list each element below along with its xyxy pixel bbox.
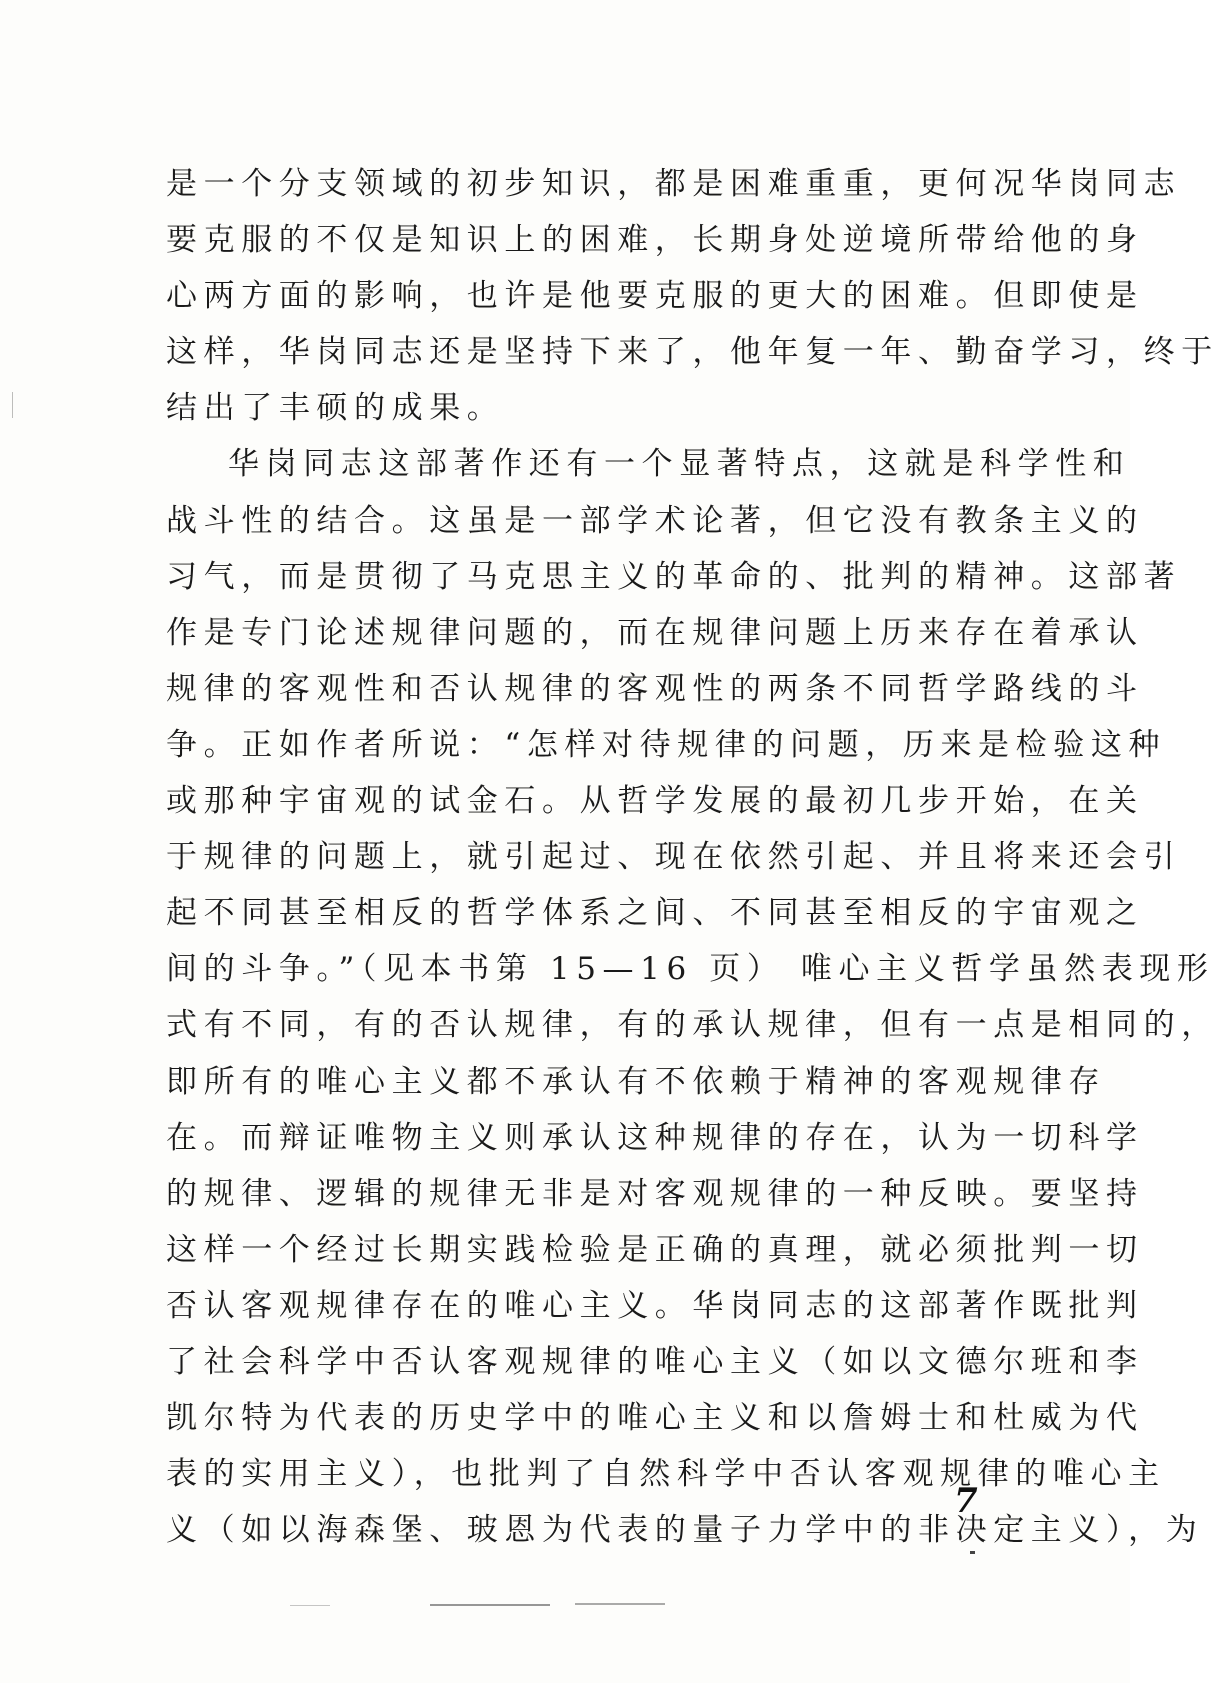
text-line: 间的斗争。”（见本书第 15—16 页） 唯心主义哲学虽然表现形 <box>166 951 1215 988</box>
text-line: 在。而辩证唯物主义则承认这种规律的存在，认为一切科学 <box>166 1119 1144 1156</box>
scan-smudge <box>290 1605 330 1606</box>
text-line: 这样，华岗同志还是坚持下来了，他年复一年、勤奋学习，终于 <box>166 334 1219 371</box>
text-line: 规律的客观性和否认规律的客观性的两条不同哲学路线的斗 <box>166 670 1144 707</box>
text-line: 是一个分支领域的初步知识，都是困难重重，更何况华岗同志 <box>166 166 1182 202</box>
text-line: 争。正如作者所说：“怎样对待规律的问题，历来是检验这种 <box>166 726 1167 763</box>
scan-smudge <box>575 1603 665 1605</box>
text-line: 否认客观规律存在的唯心主义。华岗同志的这部著作既批判 <box>166 1287 1144 1324</box>
text-line: 结出了丰硕的成果。 <box>166 390 505 427</box>
text-line: 凯尔特为代表的历史学中的唯心主义和以詹姆士和杜威为代 <box>166 1400 1144 1437</box>
scan-edge-mark <box>12 392 13 418</box>
text-line: 于规律的问题上，就引起过、现在依然引起、并且将来还会引 <box>166 839 1182 876</box>
text-line: 战斗性的结合。这虽是一部学术论著，但它没有教条主义的 <box>166 502 1144 539</box>
text-line: 了社会科学中否认客观规律的唯心主义（如以文德尔班和李 <box>166 1343 1144 1380</box>
text-line: 心两方面的影响，也许是他要克服的更大的困难。但即使是 <box>166 278 1144 315</box>
text-line: 或那种宇宙观的试金石。从哲学发展的最初几步开始，在关 <box>166 783 1144 820</box>
page-number: 7 <box>954 1481 978 1521</box>
text-line: 义（如以海森堡、玻恩为代表的量子力学中的非决定主义），为 <box>166 1512 1204 1549</box>
scan-smudge <box>430 1604 550 1606</box>
scan-speck <box>970 1551 975 1554</box>
text-line: 即所有的唯心主义都不承认有不依赖于精神的客观规律存 <box>166 1063 1106 1100</box>
text-line: 起不同甚至相反的哲学体系之间、不同甚至相反的宇宙观之 <box>166 895 1144 932</box>
text-line: 作是专门论述规律问题的，而在规律问题上历来存在着承认 <box>166 614 1144 651</box>
body-text <box>166 156 1219 1558</box>
text-line: 表的实用主义），也批判了自然科学中否认客观规律的唯心主 <box>166 1456 1166 1493</box>
text-line: 习气，而是贯彻了马克思主义的革命的、批判的精神。这部著 <box>166 558 1182 595</box>
text-line: 这样一个经过长期实践检验是正确的真理，就必须批判一切 <box>166 1231 1144 1268</box>
text-line: 式有不同，有的否认规律，有的承认规律，但有一点是相同的， <box>166 1007 1219 1044</box>
text-line: 华岗同志这部著作还有一个显著特点，这就是科学性和 <box>228 446 1131 483</box>
text-line: 要克服的不仅是知识上的困难，长期身处逆境所带给他的身 <box>166 222 1144 259</box>
text-line: 的规律、逻辑的规律无非是对客观规律的一种反映。要坚持 <box>166 1175 1144 1212</box>
